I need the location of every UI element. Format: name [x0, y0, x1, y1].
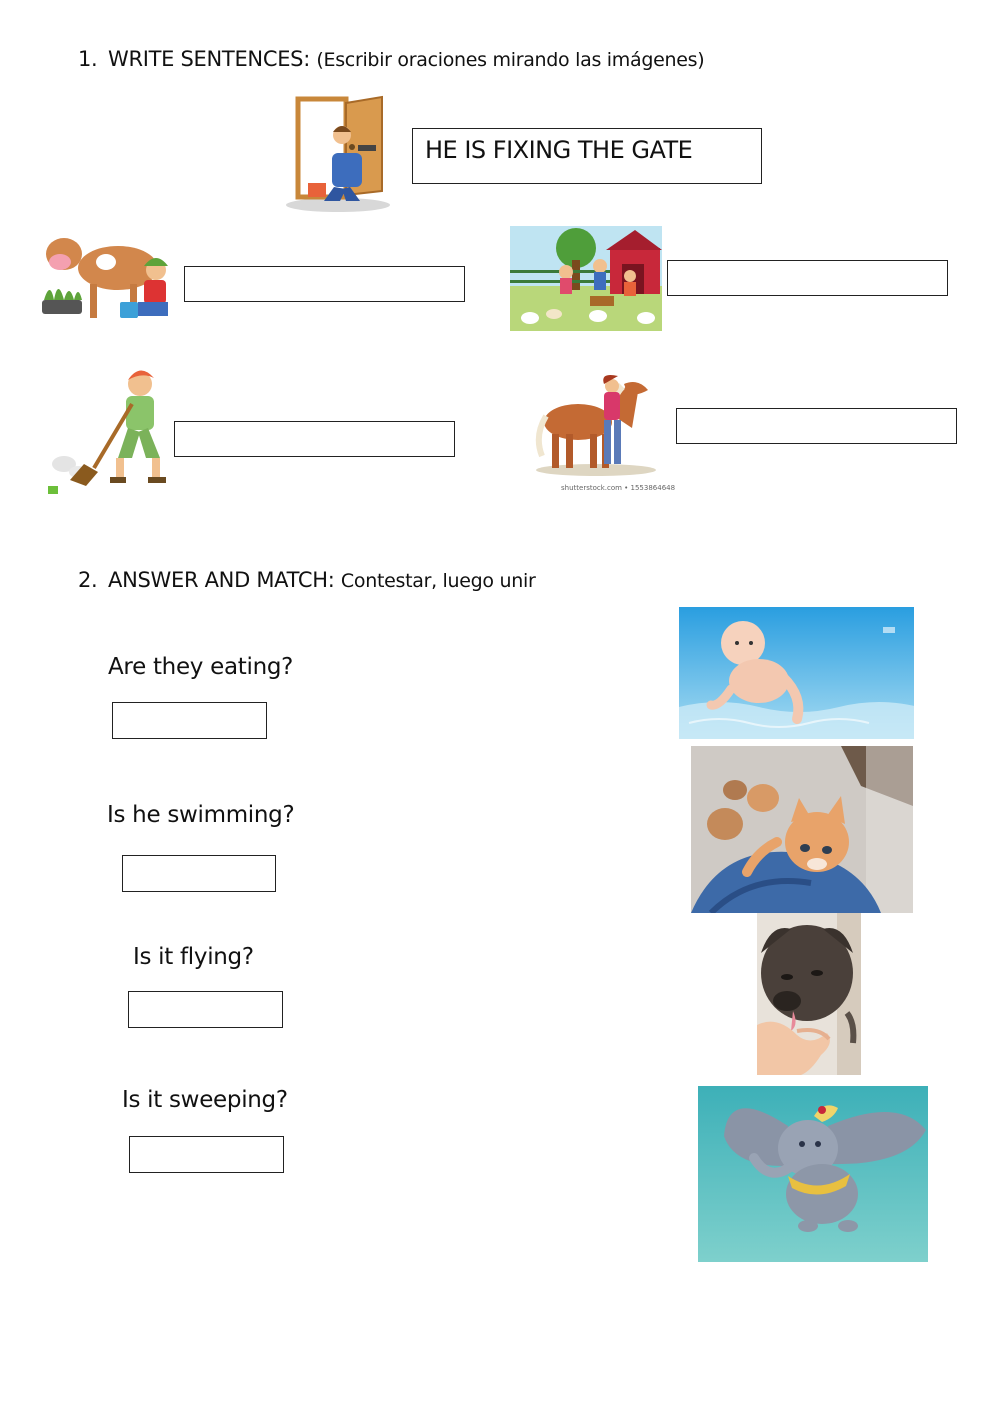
answer-field-feeding[interactable]	[667, 260, 948, 296]
boy-milking-cow-image	[40, 222, 180, 328]
baby-swimming-photo[interactable]	[679, 607, 914, 739]
girl-brushing-horse-image	[532, 372, 662, 476]
section-1-subtitle: (Escribir oraciones mirando las imágenes)	[316, 49, 705, 71]
question-2: Is he swimming?	[107, 802, 295, 828]
answer-field-question-2[interactable]	[122, 855, 276, 892]
man-fixing-door-image	[278, 95, 406, 213]
question-4: Is it sweeping?	[122, 1087, 288, 1113]
children-feeding-chickens-image	[510, 226, 662, 331]
section-2-title: ANSWER AND MATCH:	[108, 568, 335, 592]
section-1-title: WRITE SENTENCES:	[108, 47, 310, 71]
answer-field-question-4[interactable]	[129, 1136, 284, 1173]
section-2-subtitle: Contestar, luego unir	[340, 570, 536, 592]
question-3: Is it flying?	[133, 944, 254, 970]
example-answer-field[interactable]: HE IS FIXING THE GATE	[412, 128, 762, 184]
answer-field-brushing[interactable]	[676, 408, 957, 444]
answer-field-milking[interactable]	[184, 266, 465, 302]
horse-image-caption: shutterstock.com • 1553864648	[561, 484, 676, 492]
section-2-heading	[78, 568, 535, 592]
flying-elephant-photo[interactable]	[698, 1086, 928, 1262]
man-sweeping-image	[44, 368, 179, 498]
dog-licking-finger-photo[interactable]	[757, 913, 861, 1075]
answer-field-question-1[interactable]	[112, 702, 267, 739]
section-2-number: 2.	[78, 568, 98, 592]
question-1: Are they eating?	[108, 654, 294, 680]
answer-field-question-3[interactable]	[128, 991, 283, 1028]
kittens-eating-photo[interactable]	[691, 746, 913, 913]
answer-field-sweeping[interactable]	[174, 421, 455, 457]
section-1-heading	[78, 47, 704, 71]
section-1-number: 1.	[78, 47, 98, 71]
